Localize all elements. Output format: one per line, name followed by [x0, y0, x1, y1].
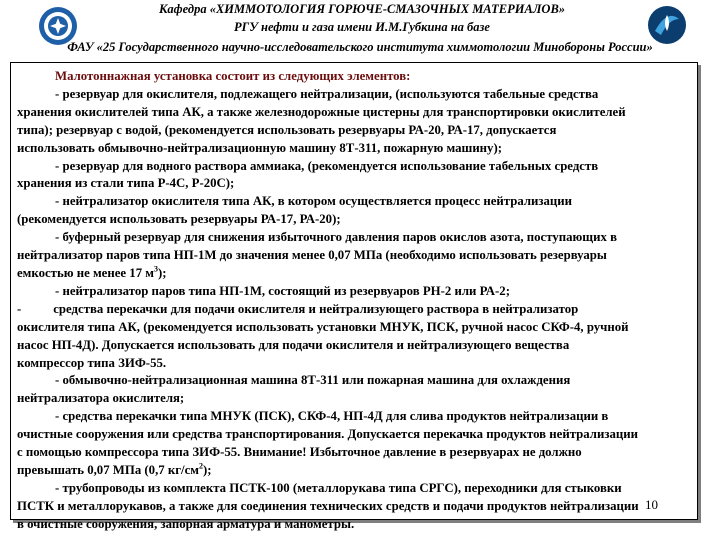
header-department: Кафедра «ХИММОТОЛОГИЯ ГОРЮЧЕ-СМАЗОЧНЫХ МАТЕРИАЛОВ»: [158, 2, 566, 16]
body-line: - резервуар для окислителя, подлежащего нейтрализации, (используются табельные средства: [55, 86, 599, 101]
header-institute: ФАУ «25 Государственного научно-исследовательского института химмотологии Минобороны России»: [67, 40, 653, 54]
body-line: очистные сооружения или средства транспортирования. Допускается перекачка продуктов нейтрализации: [17, 427, 638, 442]
body-line: (рекомендуется использовать резервуары РА-17, РА-20);: [17, 212, 341, 227]
body-line: [17, 265, 697, 283]
body-line: хранения из стали типа Р-4С, Р-20С);: [17, 176, 235, 191]
superscript: 2: [199, 461, 204, 471]
body-line-tail: );: [203, 462, 212, 477]
slide-header: [0, 0, 720, 58]
body-line: окислителя типа АК, (рекомендуется использовать установки МНУК, ПСК, ручной насос СКФ-4, ручной: [17, 319, 629, 334]
page-number: 10: [645, 497, 658, 512]
body-line-tail: );: [158, 265, 167, 280]
body-line: компрессор типа ЗИФ-55.: [17, 355, 167, 370]
body-line: хранения окислителей типа АК, а также железнодорожные цистерны для транспортировки окислителей: [17, 104, 626, 119]
body-line-text: емкостью не менее 17 м: [17, 265, 155, 280]
body-line: - нейтрализатор паров типа НП-1М, состоящий из резервуаров РН-2 или РА-2;: [55, 283, 510, 298]
body-line: - средства перекачки для подачи окислителя и нейтрализующего раствора в нейтрализатор: [17, 301, 579, 316]
body-line: использовать обмывочно-нейтрализационную машину 8Т-311, пожарную машину);: [17, 140, 502, 155]
body-line: - резервуар для водного раствора аммиака, (рекомендуется использование табельных средств: [55, 158, 599, 173]
body-line: нейтрализатор паров типа НП-1М до значения менее 0,07 МПа (необходимо использовать резервуары: [17, 248, 607, 263]
body-title: Малотоннажная установка состоит из следующих элементов:: [55, 69, 411, 83]
body-line: ПСТК и металлорукавов, а также для соединения технических средств и подачи продуктов нейтрализации: [17, 498, 639, 513]
body-line: [17, 462, 697, 480]
body-line: с помощью компрессора типа ЗИФ-55. Внимание! Избыточное давление в резервуарах не должно: [17, 445, 582, 460]
university-logo-icon: [647, 5, 687, 45]
body-line: насос НП-4Д). Допускается использовать для подачи окислителя и нейтрализующего вещества: [17, 337, 570, 352]
body-line: - трубопроводы из комплекта ПСТК-100 (металлорукава типа СРГС), переходники для стыковки: [55, 480, 622, 495]
body-line: - нейтрализатор окислителя типа АК, в котором осуществляется процесс нейтрализации: [55, 194, 573, 209]
body-line: - обмывочно-нейтрализационная машина 8Т-311 или пожарная машина для охлаждения: [55, 373, 571, 388]
body-line: нейтрализатора окислителя;: [17, 391, 185, 406]
slide-body: [17, 68, 697, 534]
body-line: в очистные сооружения, запорная арматура и манометры.: [17, 516, 355, 531]
header-university: РГУ нефти и газа имени И.М.Губкина на базе: [234, 20, 490, 34]
body-line: типа); резервуар с водой, (рекомендуется использовать резервуары РА-20, РА-17, допускается: [17, 122, 557, 137]
superscript: 3: [154, 264, 159, 274]
body-line-text: превышать 0,07 МПа (0,7 кг/см: [17, 462, 200, 477]
body-line: - буферный резервуар для снижения избыточного давления паров окислов азота, поступающих в: [55, 230, 617, 245]
body-line: - средства перекачки типа МНУК (ПСК), СКФ-4, НП-4Д для слива продуктов нейтрализации в: [55, 409, 609, 424]
